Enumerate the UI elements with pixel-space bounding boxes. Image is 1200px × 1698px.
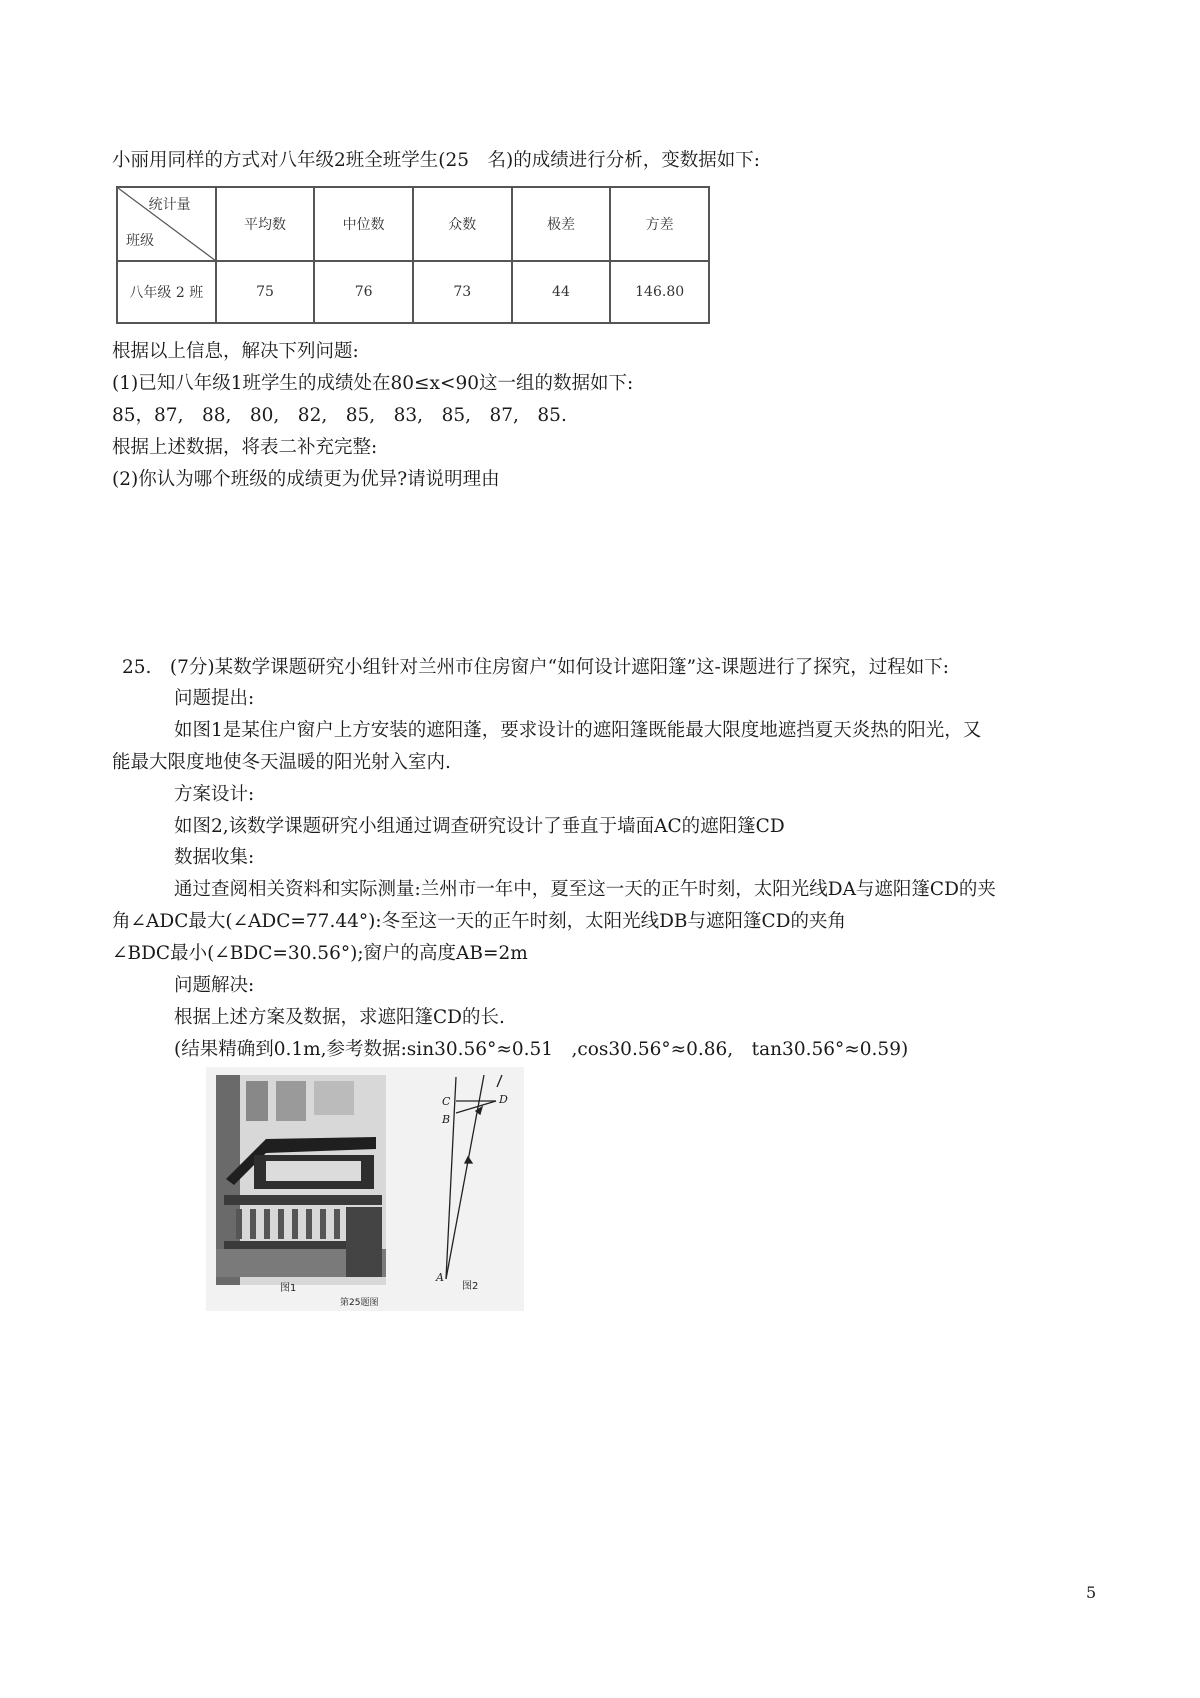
value-variance: 146.80 bbox=[610, 261, 709, 323]
paragraph-1a: 如图1是某住户窗户上方安装的遮阳蓬，要求设计的遮阳篷既能最大限度地遮挡夏天炎热的阳光，又 bbox=[174, 720, 982, 741]
statistics-table bbox=[116, 186, 710, 324]
building-photo bbox=[216, 1075, 386, 1285]
paragraph-3a: 通过查阅相关资料和实际测量:兰州市一年中，夏至这一天的正午时刻，太阳光线DA与遮阳篷CD的夹 bbox=[174, 879, 996, 900]
paragraph-1b: 能最大限度地使冬天温暖的阳光射入室内. bbox=[112, 752, 451, 773]
header-range: 极差 bbox=[512, 187, 611, 261]
corner-top-label: 统计量 bbox=[148, 197, 191, 213]
intro-text: 小丽用同样的方式对八年级2班全班学生(25 名)的成绩进行分析，变数据如下: bbox=[112, 150, 760, 171]
label-c: C bbox=[442, 1095, 451, 1108]
paragraph-3b: 角∠ADC最大(∠ADC=77.44°):冬至这一天的正午时刻，太阳光线DB与遮阳篷CD的夹角 bbox=[112, 911, 846, 932]
heading-data: 数据收集: bbox=[174, 847, 255, 868]
question-25-title: 25. (7分)某数学课题研究小组针对兰州市住房窗户“如何设计遮阳篷”这-课题进行了探究，过程如下: bbox=[122, 657, 950, 678]
page-number: 5 bbox=[1086, 1583, 1097, 1602]
fig2-label: 图2 bbox=[462, 1281, 479, 1292]
reference-data: (结果精确到0.1m,参考数据:sin30.56°≈0.51 ,cos30.56°≈0.86, tan30.56°≈0.59) bbox=[174, 1039, 909, 1060]
label-d: D bbox=[499, 1093, 508, 1106]
value-mean: 75 bbox=[216, 261, 315, 323]
geometry-diagram bbox=[446, 1075, 502, 1279]
figure-25-drawing bbox=[206, 1067, 524, 1311]
header-mode: 众数 bbox=[413, 187, 512, 261]
row-label: 八年级 2 班 bbox=[117, 261, 216, 323]
heading-problem: 问题提出: bbox=[174, 688, 255, 709]
heading-solve: 问题解决: bbox=[174, 975, 255, 996]
heading-design: 方案设计: bbox=[174, 784, 255, 805]
header-variance: 方差 bbox=[610, 187, 709, 261]
label-a: A bbox=[436, 1271, 444, 1284]
paragraph-4: 根据上述方案及数据，求遮阳篷CD的长. bbox=[174, 1007, 505, 1028]
label-b: B bbox=[442, 1113, 451, 1126]
paragraph-3c: ∠BDC最小(∠BDC=30.56°);窗户的高度AB=2m bbox=[112, 943, 528, 964]
complete-table-instruction: 根据上述数据，将表二补充完整: bbox=[112, 437, 378, 458]
value-median: 76 bbox=[314, 261, 413, 323]
table-row bbox=[117, 261, 709, 323]
paragraph-2: 如图2,该数学课题研究小组通过调查研究设计了垂直于墙面AC的遮阳篷CD bbox=[174, 816, 785, 837]
question-2: (2)你认为哪个班级的成绩更为优异?请说明理由 bbox=[112, 469, 500, 490]
header-median: 中位数 bbox=[314, 187, 413, 261]
figure-caption: 第25题图 bbox=[340, 1298, 379, 1308]
header-mean: 平均数 bbox=[216, 187, 315, 261]
instruction-line: 根据以上信息，解决下列问题: bbox=[112, 341, 359, 362]
corner-bottom-label: 班级 bbox=[126, 233, 154, 249]
value-range: 44 bbox=[512, 261, 611, 323]
data-values: 85，87, 88, 80, 82, 85, 83, 85, 87, 85. bbox=[112, 405, 567, 426]
question-1: (1)已知八年级1班学生的成绩处在80≤x<90这一组的数据如下: bbox=[112, 373, 634, 394]
table-corner-cell bbox=[117, 187, 216, 261]
table-header-row bbox=[117, 187, 709, 261]
value-mode: 73 bbox=[413, 261, 512, 323]
fig1-label: 图1 bbox=[280, 1283, 297, 1294]
figure-25 bbox=[206, 1067, 524, 1311]
